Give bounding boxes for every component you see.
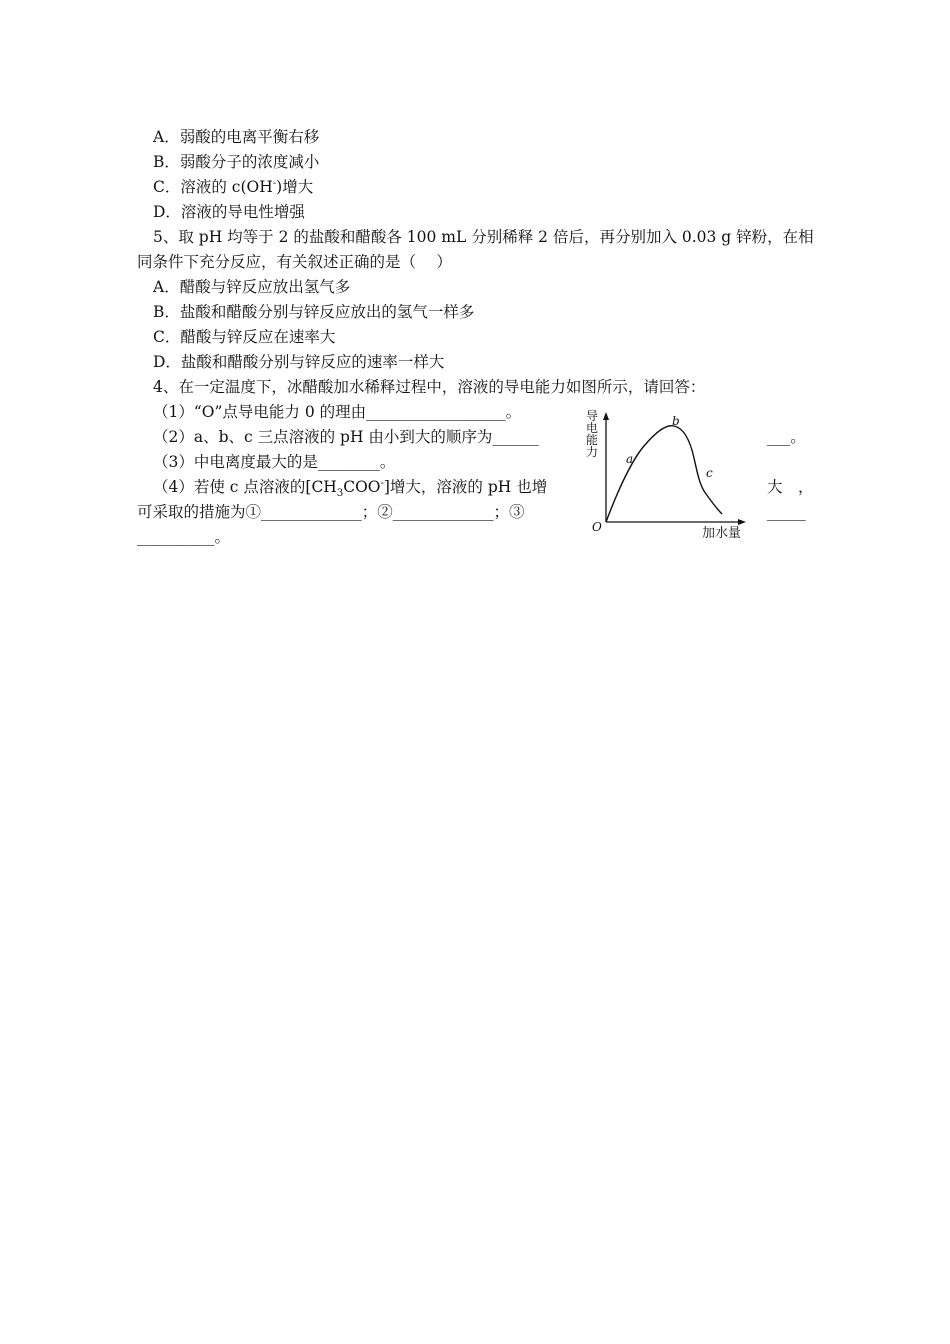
q5-option-c: C．醋酸与锌反应在速率大 <box>153 328 336 346</box>
y-axis-arrow <box>603 412 609 420</box>
q5-option-a: A．醋酸与锌反应放出氢气多 <box>153 278 351 296</box>
option-c: C．溶液的 c(OH-)增大 <box>153 177 314 196</box>
q4-stem: 4、在一定温度下，冰醋酸加水稀释过程中，溶液的导电能力如图所示，请回答： <box>153 378 706 396</box>
q4-part3: （3）中电离度最大的是________。 <box>153 453 396 471</box>
q4-part2-end: ___。 <box>767 428 806 446</box>
q5-stem-line1: 5、取 pH 均等于 2 的盐酸和醋酸各 100 mL 分别稀释 2 倍后，再分别加入 0.03 g 锌粉，在相 <box>153 228 814 246</box>
y-axis-label: 导电能力 <box>586 409 599 459</box>
q4-measures: 可采取的措施为①_____________；②_____________；③ <box>137 503 525 521</box>
x-axis-label: 加水量 <box>702 526 742 541</box>
option-b: B．弱酸分子的浓度减小 <box>153 153 320 171</box>
conductivity-curve <box>606 426 722 522</box>
point-b-label: b <box>672 414 680 428</box>
q4-part4: （4）若使 c 点溶液的$[CH_3COO^-]$增大，溶液的 pH 也增 <box>153 477 548 500</box>
q4-measures-cont: __________。 <box>137 528 231 546</box>
q5-option-b: B．盐酸和醋酸分别与锌反应放出的氢气一样多 <box>153 303 475 321</box>
q5-option-d: D．盐酸和醋酸分别与锌反应的速率一样大 <box>153 353 445 371</box>
point-c-label: c <box>706 466 713 480</box>
q4-part1: （1）“O”点导电能力 0 的理由__________________。 <box>153 403 522 421</box>
q4-part4-end: 大 ， <box>767 478 814 496</box>
q4-measures-end: _____ <box>767 503 806 521</box>
q5-stem-line2: 同条件下充分反应，有关叙述正确的是（ ） <box>137 253 452 271</box>
point-a-label: a <box>626 452 634 466</box>
conductivity-figure <box>582 404 762 554</box>
x-axis-arrow <box>738 519 746 525</box>
option-d: D．溶液的导电性增强 <box>153 203 305 221</box>
option-a: A．弱酸的电离平衡右移 <box>153 128 320 146</box>
origin-label: O <box>592 520 602 534</box>
q4-part2: （2）a、b、c 三点溶液的 pH 由小到大的顺序为______ <box>153 428 539 446</box>
